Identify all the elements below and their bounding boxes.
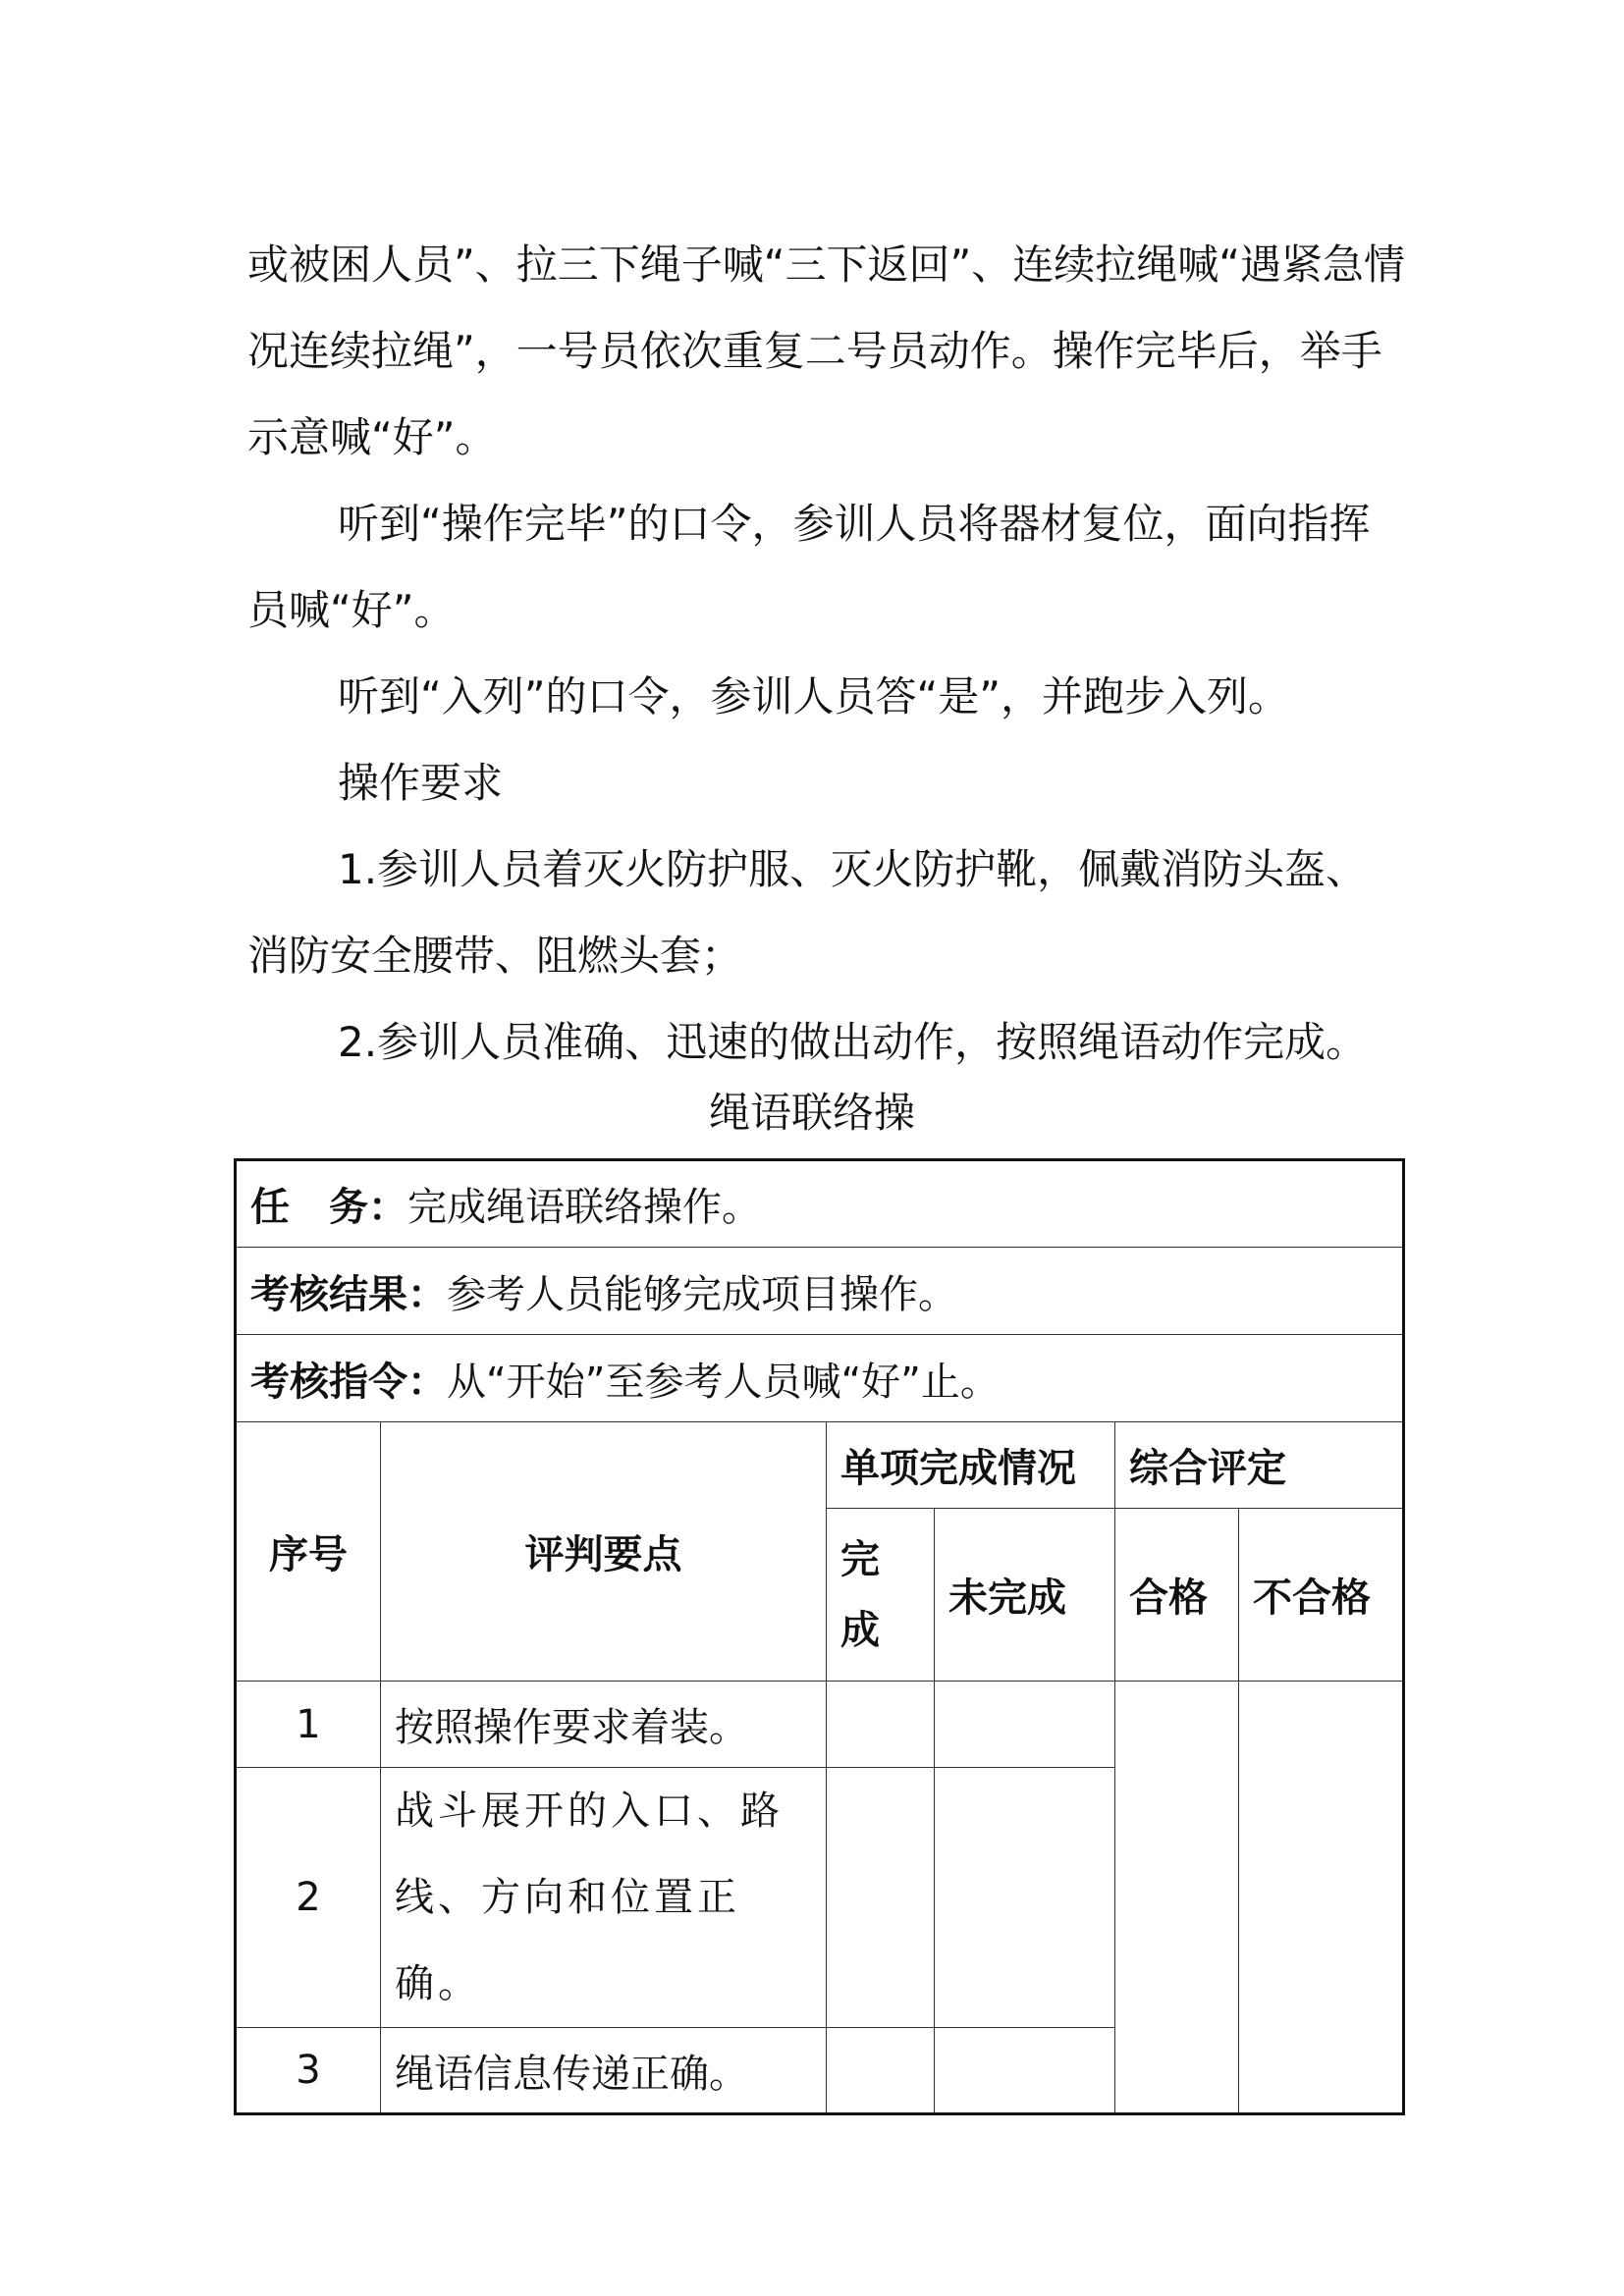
header-overall: 综合评定 (1115, 1422, 1404, 1509)
result-label: 考核结果： (250, 1271, 447, 1317)
command-label: 考核指令： (250, 1359, 447, 1405)
requirement-item-2: 2.参训人员准确、迅速的做出动作，按照绳语动作完成。 (338, 1018, 1368, 1066)
row-not-done-cell (935, 2028, 1115, 2114)
row-point: 按照操作要求着装。 (381, 1682, 827, 1768)
header-points: 评判要点 (381, 1422, 827, 1682)
task-row (236, 1160, 1404, 1248)
requirement-item-1: 1.参训人员着灭火防护服、灭火防护靴，佩戴消防头盔、消防安全腰带、阻燃头套； (247, 845, 1368, 980)
command-value: 从“开始”至参考人员喊“好”止。 (447, 1359, 1000, 1405)
table-row (236, 1682, 1404, 1768)
header-pass: 合格 (1115, 1509, 1239, 1682)
row-point: 战斗展开的入口、路线、方向和位置正确。 (381, 1768, 827, 2028)
header-done-char-1: 完 (840, 1536, 880, 1582)
section-heading-requirements: 操作要求 (338, 759, 504, 807)
header-not-done: 未完成 (935, 1509, 1115, 1682)
row-done-cell (827, 1768, 935, 2028)
row-done-cell (827, 2028, 935, 2114)
row-point: 绳语信息传递正确。 (381, 2028, 827, 2114)
row-not-done-cell (935, 1682, 1115, 1768)
header-row-1 (236, 1422, 1404, 1509)
row-not-done-cell (935, 1768, 1115, 2028)
task-value: 完成绳语联络操作。 (407, 1185, 761, 1230)
paragraph-fall-in: 听到“入列”的口令，参训人员答“是”，并跑步入列。 (338, 672, 1290, 721)
header-done (827, 1509, 935, 1682)
overall-fail-cell (1239, 1682, 1404, 2114)
assessment-table (234, 1158, 1405, 2115)
header-fail: 不合格 (1239, 1509, 1404, 1682)
row-done-cell (827, 1682, 935, 1768)
row-seq: 2 (236, 1768, 381, 2028)
result-value: 参考人员能够完成项目操作。 (447, 1271, 957, 1317)
header-done-char-2: 成 (840, 1607, 880, 1653)
command-row (236, 1335, 1404, 1422)
paragraph-operation-complete: 听到“操作完毕”的口令，参训人员将器材复位，面向指挥员喊“好”。 (247, 500, 1371, 634)
result-row (236, 1248, 1404, 1335)
row-seq: 3 (236, 2028, 381, 2114)
header-seq: 序号 (236, 1422, 381, 1682)
row-seq: 1 (236, 1682, 381, 1768)
task-label: 任 务： (250, 1185, 407, 1230)
header-single-status: 单项完成情况 (827, 1422, 1115, 1509)
table-title: 绳语联络操 (708, 1089, 915, 1137)
paragraph-rope-signals: 或被困人员”、拉三下绳子喊“三下返回”、连续拉绳喊“遇紧急情况连续拉绳”，一号员依次重复二号员动作。操作完毕后，举手示意喊“好”。 (247, 240, 1406, 461)
overall-pass-cell (1115, 1682, 1239, 2114)
